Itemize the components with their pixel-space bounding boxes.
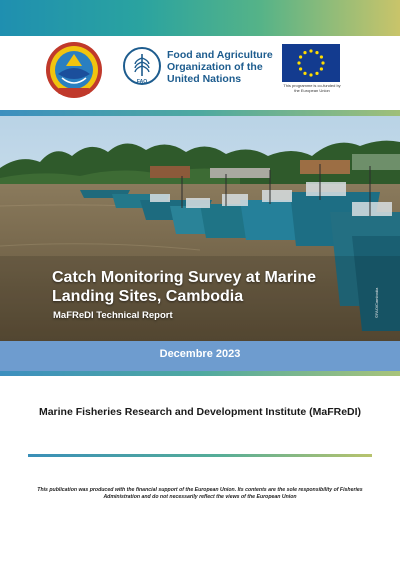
fao-organization-name [167, 49, 277, 85]
svg-text:FAO: FAO [136, 79, 148, 85]
fao-name-line-2: Organization of the [167, 61, 263, 73]
institute-name: Marine Fisheries Research and Development Institute (MaFReDI) [38, 406, 362, 418]
report-title [52, 268, 372, 306]
fao-name-line-1: Food and Agriculture [167, 49, 273, 61]
report-title-line-1: Catch Monitoring Survey at Marine [52, 269, 317, 286]
eu-disclaimer: This publication was produced with the financial support of the European Union. Its contents are the sole responsibility of Fisheries Administration and do not necessarily reflect the views of the European Union [37, 487, 363, 500]
footer-divider-line [28, 454, 372, 457]
cover-photo [0, 116, 400, 341]
cambodia-fisheries-emblem-icon [44, 40, 104, 100]
report-title-line-2: Landing Sites, Cambodia [52, 288, 244, 305]
eu-cofunding-caption: This programme is co-funded by the European Union [283, 83, 341, 93]
publication-date: Decembre 2023 [159, 348, 241, 360]
fao-logo-icon [122, 46, 162, 86]
top-gradient-band [0, 0, 400, 36]
report-subtitle: MaFReDI Technical Report [53, 310, 173, 321]
fao-name-line-3: United Nations [167, 73, 242, 85]
photo-credit: ©FAO/Cambodia [374, 287, 379, 318]
date-underline-band [0, 371, 400, 376]
eu-flag-icon [282, 44, 340, 82]
logo-row [0, 36, 400, 110]
